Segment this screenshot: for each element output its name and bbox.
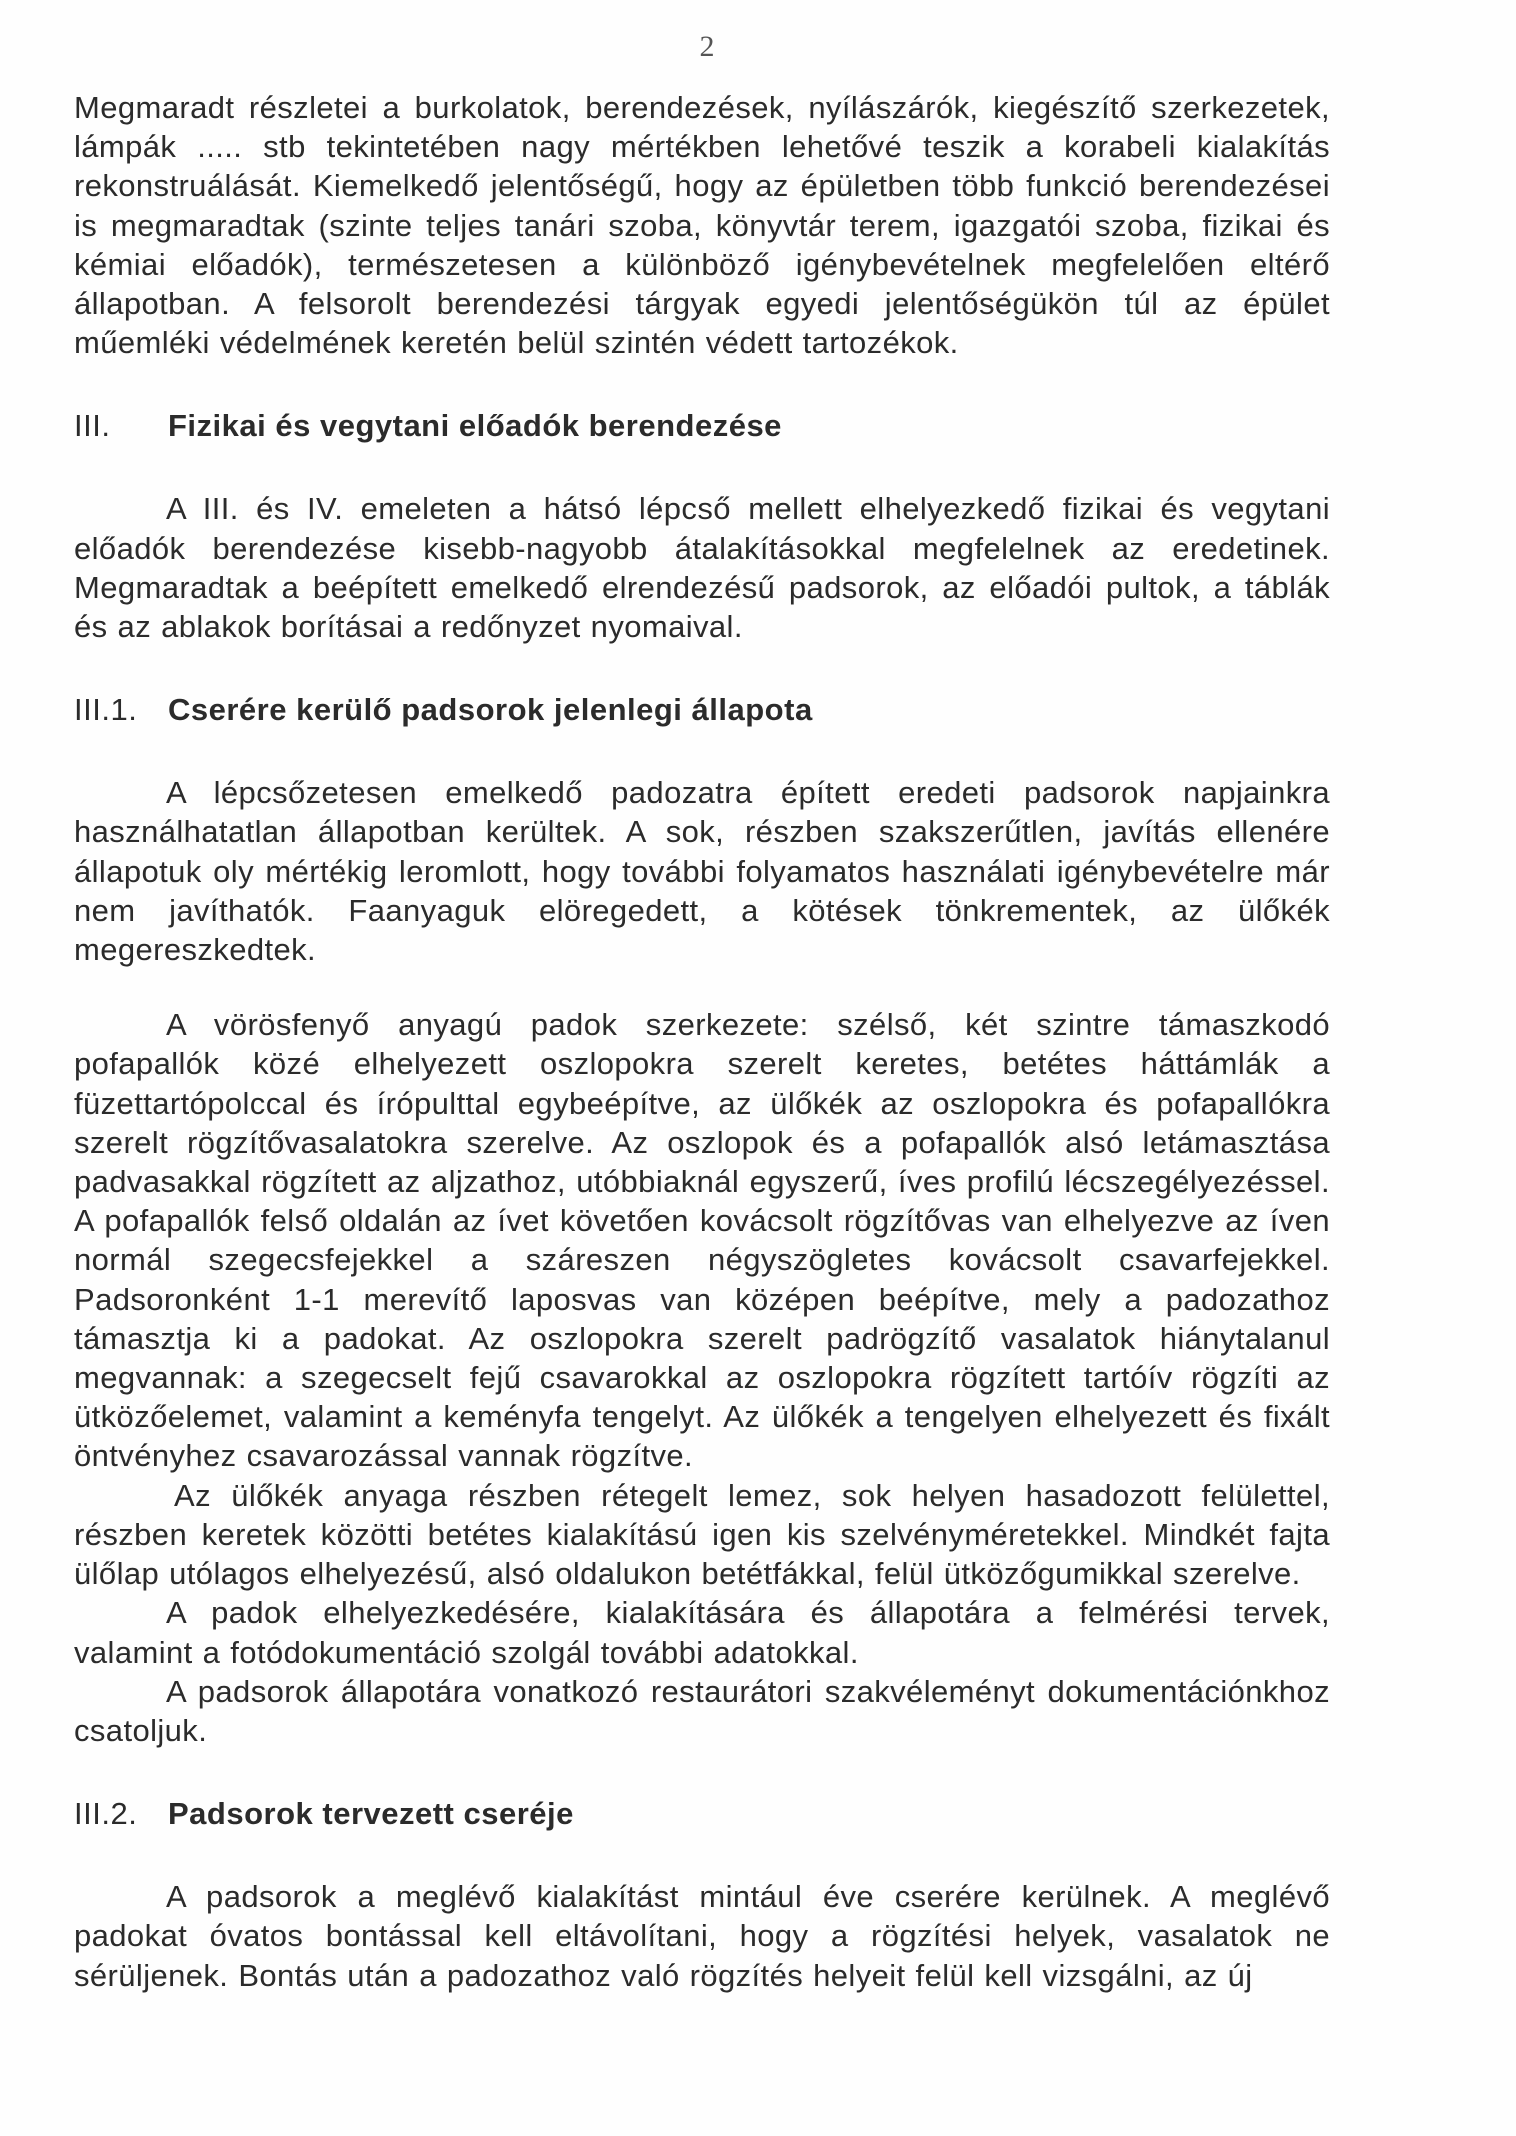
section-3-1-paragraph-4: A padok elhelyezkedésére, kialakítására és állapotára a felmérési tervek, valamint a fotódokumentáció szolgál további adatokkal.: [74, 1595, 1330, 1670]
section-3-1-paragraph-2: A vörösfenyő anyagú padok szerkezete: szélső, két szintre támaszkodó pofapallók közé elhelyezett oszlopokra szerelt keretes, betétes háttámlák a füzettartópolccal és írópulttal egybeépítve, az ülőkék az oszlopokra és pofapallókra szerelt rögzítővasalatokra szerelve. Az oszlopok és a pofapallók alsó letámasztása padvasakkal rögzített az aljzathoz, utóbbiaknál egyszerű, íves profilú lécszegélyezéssel. A pofapallók felső oldalán az ívet követően kovácsolt rögzítővas van elhelyezve az íven normál szegecsfejekkel a száreszen négyszögletes kovácsolt csavarfejekkel. Padsoronként 1-1 merevítő laposvas van középen beépítve, mely a padozathoz támasztja ki a padokat. Az oszlopokra szerelt padrögzítő vasalatok hiánytalanul megvannak: a szegecselt fejű csavarokkal az oszlopokra rögzített tartóív rögzíti az ütközőelemet, valamint a keményfa tengelyt. Az ülőkék a tengelyen elhelyezett és fixált öntvényhez csavarozással vannak rögzítve.: [74, 1007, 1330, 1474]
section-title: Cserére kerülő padsorok jelenlegi állapota: [168, 692, 813, 728]
section-heading-3-1: [74, 690, 1330, 729]
section-3-2-paragraph-1: A padsorok a meglévő kialakítást mintául éve cserére kerülnek. A meglévő padokat óvatos bontással kell eltávolítani, hogy a rögzítési helyek, vasalatok ne sérüljenek. Bontás után a padozathoz való rögzítés helyeit felül kell vizsgálni, az új: [74, 1879, 1330, 1993]
intro-paragraph: Megmaradt részletei a burkolatok, berendezések, nyílászárók, kiegészítő szerkezetek, lámpák ..... stb tekintetében nagy mértékben lehetővé teszik a korabeli kialakítás rekonstruálását. Kiemelkedő jelentőségű, hogy az épületben több funkció berendezései is megmaradtak (szinte teljes tanári szoba, könyvtár terem, igazgatói szoba, fizikai és kémiai előadók), természetesen a különböző igénybevételnek megfelelően eltérő állapotban. A felsorolt berendezési tárgyak egyedi jelentőségükön túl az épület műemléki védelmének keretén belül szintén védett tartozékok.: [74, 90, 1330, 361]
section-heading-3: [74, 406, 1330, 445]
section-title: Padsorok tervezett cseréje: [168, 1796, 574, 1832]
page-number: 2: [699, 30, 715, 63]
document-body: [74, 88, 1330, 1995]
section-number: III.: [74, 408, 111, 444]
section-number: III.2.: [74, 1796, 138, 1832]
section-title: Fizikai és vegytani előadók berendezése: [168, 408, 782, 444]
section-heading-3-2: [74, 1794, 1330, 1833]
section-3-1-paragraph-1: A lépcsőzetesen emelkedő padozatra épített eredeti padsorok napjainkra használhatatlan állapotban kerültek. A sok, részben szakszerűtlen, javítás ellenére állapotuk oly mértékig leromlott, hogy további folyamatos használati igénybevételre már nem javíthatók. Faanyaguk elöregedett, a kötések tönkrementek, az ülőkék megereszkedtek.: [74, 775, 1330, 968]
section-number: III.1.: [74, 692, 138, 728]
section-3-1-paragraph-5: A padsorok állapotára vonatkozó restaurátori szakvéleményt dokumentációnkhoz csatoljuk.: [74, 1673, 1330, 1748]
section-3-1-paragraph-3: Az ülőkék anyaga részben rétegelt lemez, sok helyen hasadozott felülettel, részben keretek közötti betétes kialakítású igen kis szelvényméretekkel. Mindkét fajta ülőlap utólagos elhelyezésű, alsó oldalukon betétfákkal, felül ütközőgumikkal szerelve.: [74, 1477, 1330, 1592]
section-3-paragraph: A III. és IV. emeleten a hátsó lépcső mellett elhelyezkedő fizikai és vegytani előadók berendezése kisebb-nagyobb átalakításokkal megfelelnek az eredetinek. Megmaradtak a beépített emelkedő elrendezésű padsorok, az előadói pultok, a táblák és az ablakok borításai a redőnyzet nyomaival.: [74, 491, 1330, 645]
